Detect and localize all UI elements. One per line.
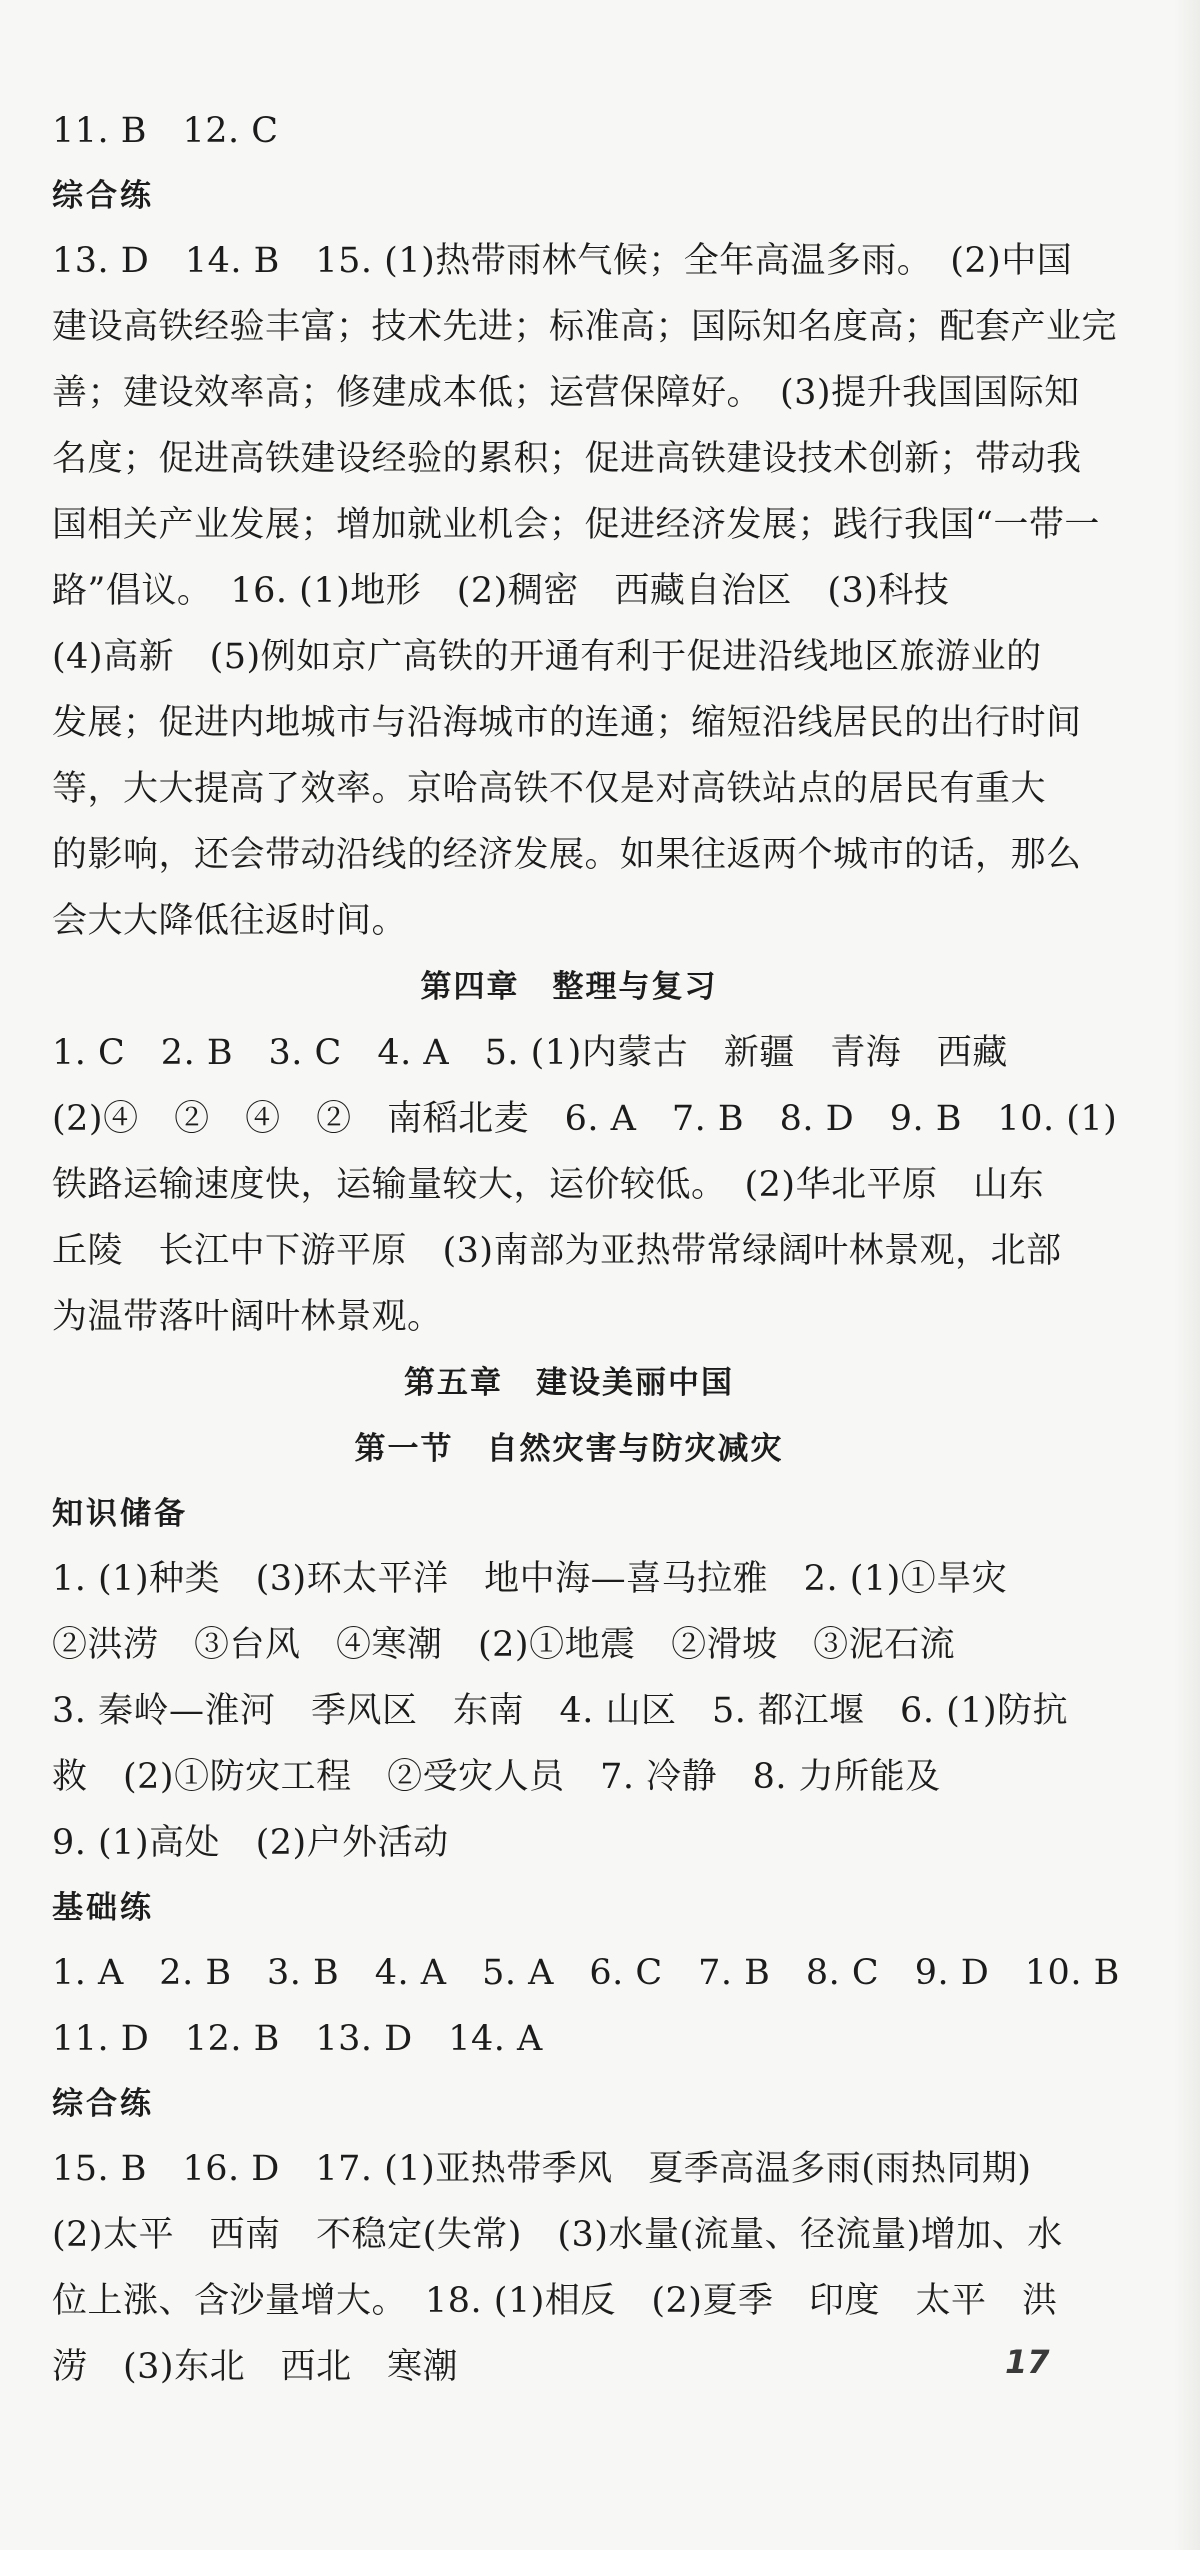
answer-line: (2)太平 西南 不稳定(失常) (3)水量(流量、径流量)增加、水 (52, 2215, 1063, 2255)
chapter-title: 第五章 建设美丽中国 (404, 1365, 734, 1401)
answer-line: 铁路运输速度快，运输量较大，运价较低。 (2)华北平原 山东 (52, 1165, 1045, 1205)
section-heading: 综合练 (52, 2086, 154, 2122)
answer-line: 名度；促进高铁建设经验的累积；促进高铁建设技术创新；带动我 (52, 439, 1082, 479)
answer-line: 国相关产业发展；增加就业机会；促进经济发展；践行我国“一带一 (52, 505, 1100, 545)
section-heading: 基础练 (52, 1890, 154, 1926)
page-number: 17 (1005, 2343, 1050, 2381)
answer-line: 1. (1)种类 (3)环太平洋 地中海—喜马拉雅 2. (1)①旱灾 (52, 1559, 1008, 1599)
answer-line: 发展；促进内地城市与沿海城市的连通；缩短沿线居民的出行时间 (52, 703, 1082, 743)
answer-line: 15. B 16. D 17. (1)亚热带季风 夏季高温多雨(雨热同期) (52, 2149, 1032, 2189)
answer-line: 路”倡议。 16. (1)地形 (2)稠密 西藏自治区 (3)科技 (52, 571, 950, 611)
answer-line: 救 (2)①防灾工程 ②受灾人员 7. 冷静 8. 力所能及 (52, 1757, 941, 1797)
answer-line: 13. D 14. B 15. (1)热带雨林气候；全年高温多雨。 (2)中国 (52, 241, 1073, 281)
answer-line: 11. B 12. C (52, 111, 279, 151)
answer-line: 建设高铁经验丰富；技术先进；标准高；国际知名度高；配套产业完 (52, 307, 1118, 347)
answer-line: (4)高新 (5)例如京广高铁的开通有利于促进沿线地区旅游业的 (52, 637, 1042, 677)
chapter-title: 第一节 自然灾害与防灾减灾 (354, 1431, 784, 1467)
answer-line: (2)④ ② ④ ② 南稻北麦 6. A 7. B 8. D 9. B 10. (1) (52, 1099, 1118, 1139)
answer-line: 会大大降低往返时间。 (52, 901, 408, 941)
answer-line: 的影响，还会带动沿线的经济发展。如果往返两个城市的话，那么 (52, 835, 1082, 875)
answer-line: 1. A 2. B 3. B 4. A 5. A 6. C 7. B 8. C 9. D 10. B (52, 1953, 1120, 1993)
answer-line: 9. (1)高处 (2)户外活动 (52, 1823, 449, 1863)
answer-line: 涝 (3)东北 西北 寒潮 (52, 2347, 459, 2387)
page-edge-shadow (1174, 0, 1200, 2550)
answer-line: 丘陵 长江中下游平原 (3)南部为亚热带常绿阔叶林景观，北部 (52, 1231, 1062, 1271)
section-heading: 知识储备 (52, 1496, 188, 1532)
answer-line: 1. C 2. B 3. C 4. A 5. (1)内蒙古 新疆 青海 西藏 (52, 1033, 1008, 1073)
answer-line: 等，大大提高了效率。京哈高铁不仅是对高铁站点的居民有重大 (52, 769, 1047, 809)
section-heading: 综合练 (52, 178, 154, 214)
answer-line: ②洪涝 ③台风 ④寒潮 (2)①地震 ②滑坡 ③泥石流 (52, 1625, 956, 1665)
answer-line: 11. D 12. B 13. D 14. A (52, 2019, 543, 2059)
answer-line: 善；建设效率高；修建成本低；运营保障好。 (3)提升我国国际知 (52, 373, 1080, 413)
answer-line: 为温带落叶阔叶林景观。 (52, 1297, 443, 1337)
chapter-title: 第四章 整理与复习 (420, 969, 718, 1005)
answer-line: 位上涨、含沙量增大。 18. (1)相反 (2)夏季 印度 太平 洪 (52, 2281, 1058, 2321)
answer-line: 3. 秦岭—淮河 季风区 东南 4. 山区 5. 都江堰 6. (1)防抗 (52, 1691, 1069, 1731)
answer-content (52, 98, 1120, 2400)
